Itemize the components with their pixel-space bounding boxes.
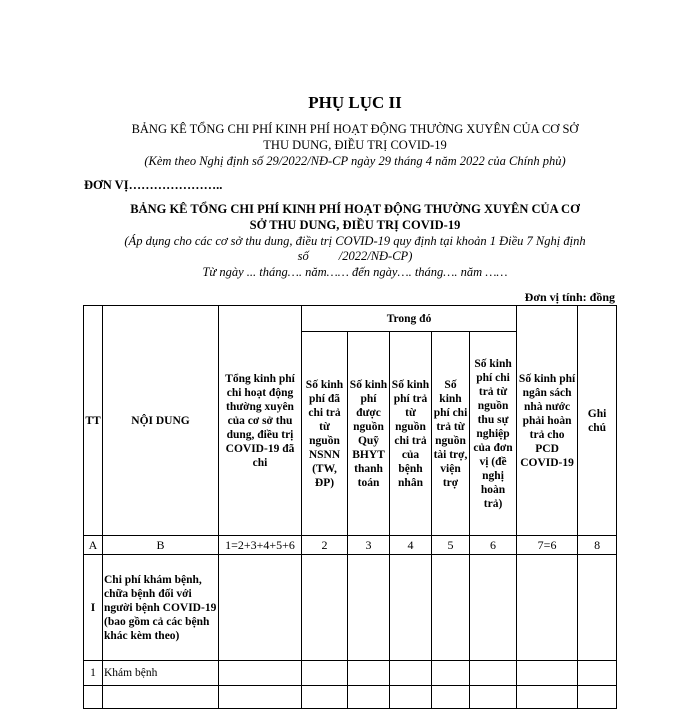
column-code: 6 bbox=[470, 536, 517, 555]
column-code: 1=2+3+4+5+6 bbox=[219, 536, 302, 555]
header-health-insurance: Số kinh phí được nguồn Quỹ BHYT thanh toán bbox=[348, 332, 390, 536]
header-patient-paid: Số kinh phí trả từ nguồn chi trả của bệnh nhân bbox=[390, 332, 432, 536]
appendix-subtitle bbox=[80, 121, 630, 153]
table-cell bbox=[517, 686, 578, 709]
report-title bbox=[80, 201, 630, 233]
table-cell bbox=[219, 555, 302, 661]
header-sponsorship: Số kinh phí chi trả từ nguồn tài trợ, viện trợ bbox=[432, 332, 470, 536]
header-content: NỘI DUNG bbox=[103, 306, 219, 536]
report-title-line2: SỞ THU DUNG, ĐIỀU TRỊ COVID-19 bbox=[249, 218, 461, 232]
scope-note-line2 bbox=[80, 249, 630, 264]
appendix-title: PHỤ LỤC II bbox=[308, 93, 402, 112]
column-code: 5 bbox=[432, 536, 470, 555]
header-state-budget: Số kinh phí đã chi trả từ nguồn NSNN (TW, ĐP) bbox=[302, 332, 348, 536]
date-range: Từ ngày ... tháng…. năm…… đến ngày…. tháng…. năm …… bbox=[202, 265, 508, 279]
table-cell bbox=[432, 555, 470, 661]
table-cell bbox=[578, 661, 617, 686]
column-code: 2 bbox=[302, 536, 348, 555]
report-title-line1: BẢNG KÊ TỔNG CHI PHÍ KINH PHÍ HOẠT ĐỘNG THƯỜNG XUYÊN CỦA CƠ bbox=[130, 202, 580, 216]
header-unit-revenue: Số kinh phí chi trả từ nguồn thu sự nghiệp của đơn vị (đề nghị hoàn trả) bbox=[470, 332, 517, 536]
table-row bbox=[84, 686, 617, 709]
table-cell bbox=[517, 555, 578, 661]
row-tt bbox=[84, 686, 103, 709]
appendix-subtitle-line1: BẢNG KÊ TỔNG CHI PHÍ KINH PHÍ HOẠT ĐỘNG THƯỜNG XUYÊN CỦA CƠ SỞ bbox=[131, 122, 579, 136]
table-cell bbox=[302, 555, 348, 661]
header-total: Tổng kinh phí chi hoạt động thường xuyên của cơ sở thu dung, điều trị COVID-19 đã chi bbox=[219, 306, 302, 536]
row-tt: 1 bbox=[84, 661, 103, 686]
table-cell bbox=[348, 661, 390, 686]
scope-note-line2a: số bbox=[297, 249, 309, 263]
table-cell bbox=[390, 661, 432, 686]
table-cell bbox=[390, 686, 432, 709]
column-code: 3 bbox=[348, 536, 390, 555]
table-cell bbox=[470, 555, 517, 661]
scope-note bbox=[80, 234, 630, 264]
table-row bbox=[84, 555, 617, 661]
table-cell bbox=[432, 661, 470, 686]
column-code: 4 bbox=[390, 536, 432, 555]
column-code: 8 bbox=[578, 536, 617, 555]
header-tt: TT bbox=[84, 306, 103, 536]
table-cell bbox=[219, 686, 302, 709]
header-notes: Ghi chú bbox=[578, 306, 617, 536]
header-group-of-which: Trong đó bbox=[302, 306, 517, 332]
cost-table bbox=[83, 305, 617, 709]
table-cell bbox=[432, 686, 470, 709]
table-cell bbox=[578, 555, 617, 661]
table-cell bbox=[348, 686, 390, 709]
row-content bbox=[103, 686, 219, 709]
table-cell bbox=[578, 686, 617, 709]
appendix-subtitle-line2: THU DUNG, ĐIỀU TRỊ COVID-19 bbox=[263, 138, 447, 152]
scope-note-line2b: /2022/NĐ-CP) bbox=[338, 249, 413, 263]
scope-note-line1: (Áp dụng cho các cơ sở thu dung, điều trị COVID-19 quy định tại khoản 1 Điều 7 Nghị định bbox=[124, 234, 586, 248]
table-cell bbox=[517, 661, 578, 686]
column-code-row bbox=[84, 536, 617, 555]
unit-line: ĐƠN VỊ………………….. bbox=[84, 178, 223, 192]
table-cell bbox=[390, 555, 432, 661]
table-cell bbox=[302, 661, 348, 686]
row-content: Khám bệnh bbox=[103, 661, 219, 686]
table-cell bbox=[302, 686, 348, 709]
column-code: 7=6 bbox=[517, 536, 578, 555]
table-cell bbox=[219, 661, 302, 686]
header-refund: Số kinh phí ngân sách nhà nước phải hoàn trả cho PCD COVID-19 bbox=[517, 306, 578, 536]
table-row bbox=[84, 661, 617, 686]
column-code: B bbox=[103, 536, 219, 555]
currency-unit-note: Đơn vị tính: đồng bbox=[524, 290, 615, 304]
row-content: Chi phí khám bệnh, chữa bệnh đối với người bệnh COVID-19 (bao gồm cả các bệnh khác kèm theo) bbox=[103, 555, 219, 661]
row-tt: I bbox=[84, 555, 103, 661]
table-cell bbox=[348, 555, 390, 661]
table-cell bbox=[470, 686, 517, 709]
table-cell bbox=[470, 661, 517, 686]
decree-reference: (Kèm theo Nghị định số 29/2022/NĐ-CP ngày 29 tháng 4 năm 2022 của Chính phủ) bbox=[144, 154, 566, 168]
column-code: A bbox=[84, 536, 103, 555]
